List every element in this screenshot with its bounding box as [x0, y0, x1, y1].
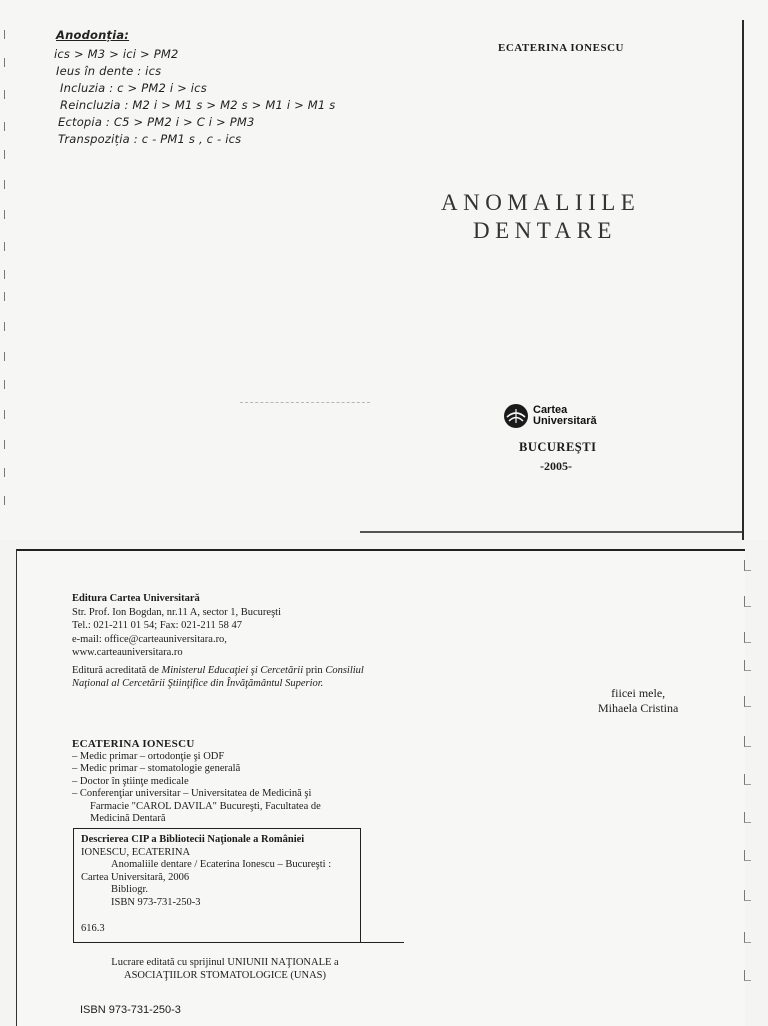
cip-publisher: Cartea Universitară, 2006 [81, 871, 190, 883]
handwritten-note-line: ics > M3 > ici > PM2 [54, 47, 179, 61]
cip-heading: Descrierea CIP a Bibliotecii Naţionale a României [81, 834, 305, 845]
accreditation-mid: prin [303, 665, 326, 676]
support-note [100, 957, 350, 982]
handwritten-note-line: Ieus în dente : ics [56, 64, 162, 78]
author-bio-line: Farmacie "CAROL DAVILA" Bucureşti, Facultatea de [90, 800, 321, 812]
publisher-logo [503, 403, 597, 429]
publisher-logo-line-1: Cartea [533, 404, 568, 416]
cip-record-box [73, 828, 361, 943]
publisher-logo-text [533, 405, 597, 427]
support-note-line-2: ASOCIAŢIILOR STOMATOLOGICE (UNAS) [123, 969, 327, 981]
book-emblem-icon [503, 403, 529, 429]
publisher-address: Str. Prof. Ion Bogdan, nr.11 A, sector 1, Bucureşti [72, 606, 282, 618]
accreditation-ministry: Ministerul Educaţiei şi Cercetării [161, 665, 304, 676]
publication-year: -2005- [540, 459, 572, 473]
cip-biblio: Bibliogr. [111, 884, 149, 895]
dedication-line-1: fiicei mele, [611, 686, 666, 700]
book-title-line-1: ANOMALIILE [441, 190, 641, 215]
handwritten-note-heading: Anodonția: [56, 28, 130, 42]
handwritten-note-line: Reincluzia : M2 i > M1 s > M2 s > M1 i > M1 s [60, 98, 336, 112]
cip-box-extension-rule [360, 942, 404, 943]
publisher-phone: Tel.: 021-211 01 54; Fax: 021-211 58 47 [72, 620, 242, 631]
book-author: ECATERINA IONESCU [498, 42, 624, 54]
cip-title: Anomaliile dentare / Ecaterina Ionescu – Bucureşti : [111, 859, 332, 870]
handwritten-note-line: Transpoziția : c - PM1 s , c - ics [58, 132, 242, 146]
accreditation-note [72, 664, 372, 690]
cip-isbn: ISBN 973-731-250-3 [111, 896, 201, 908]
cip-classification: 616.3 [81, 923, 105, 934]
author-bio-name: ECATERINA IONESCU [72, 738, 195, 750]
dedication [598, 686, 678, 716]
author-bio-line: – Doctor în ştiinţe medicale [72, 775, 189, 787]
cip-author: IONESCU, ECATERINA [81, 846, 191, 858]
dedication-line-2: Mihaela Cristina [598, 701, 679, 715]
publisher-website: www.carteauniversitara.ro [72, 647, 183, 658]
author-bio [72, 738, 372, 826]
binding-marks-right [740, 560, 760, 1000]
book-title-line-2: DENTARE [473, 218, 617, 243]
page-edge-rule [742, 20, 744, 540]
accreditation-prefix: Editură acreditată de [72, 665, 162, 676]
binding-marks-left [4, 30, 26, 530]
isbn-footer: ISBN 973-731-250-3 [80, 1004, 181, 1016]
publisher-email: e-mail: office@carteauniversitara.ro, [72, 633, 227, 645]
accreditation-council: Consiliul Naţional al Cercetării Ştiinţifice din Învăţământul Superior. [72, 665, 364, 689]
handwritten-note-line: Incluzia : c > PM2 i > ics [60, 81, 207, 95]
author-bio-line: – Medic primar – stomatologie generală [72, 763, 241, 774]
divider [240, 402, 370, 403]
publication-city: BUCUREŞTI [519, 440, 597, 454]
author-bio-line: Medicină Dentară [90, 813, 166, 824]
publisher-name: Editura Cartea Universitară [72, 593, 200, 604]
support-note-line-1: Lucrare editată cu sprijinul UNIUNII NAŢIONALE a [111, 957, 339, 968]
publisher-logo-line-2: Universitară [533, 415, 597, 427]
author-bio-line: – Medic primar – ortodonţie şi ODF [72, 750, 225, 762]
publisher-info [72, 592, 281, 660]
handwritten-note-line: Ectopia : C5 > PM2 i > C i > PM3 [58, 115, 255, 129]
page-bottom-rule [360, 531, 742, 533]
author-bio-line: – Conferenţiar universitar – Universitatea de Medicină şi [72, 788, 312, 799]
